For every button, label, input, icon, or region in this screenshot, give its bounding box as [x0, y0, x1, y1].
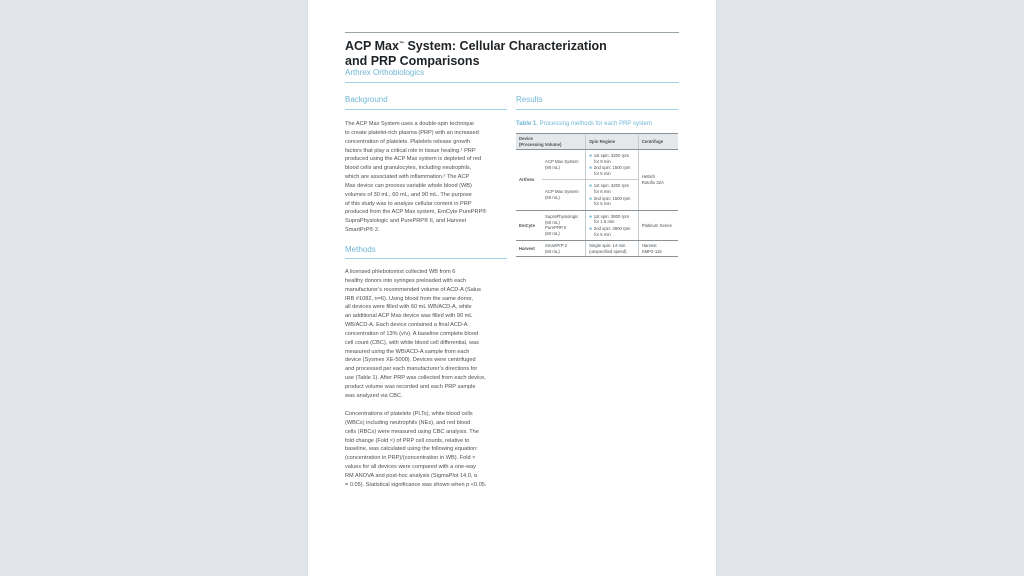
centrifuge-arthrex: Hettich Rotofix 32A: [638, 150, 678, 211]
bullet-icon: ■: [589, 225, 592, 231]
bullet-icon: ■: [589, 183, 592, 189]
table-caption: [516, 121, 652, 127]
bullet-icon: ■: [589, 165, 592, 171]
bullet-icon: ■: [589, 195, 592, 201]
system-acp-90: ACP Max System (90 mL): [542, 150, 586, 180]
spin-line: ■ 1st spin: 3800 rpm for 1.5 min: [589, 213, 630, 225]
methods-paragraph-2: Concentrations of platelets (PLTs), white blood cells (WBCs) including neutrophils (NEs), and red blood cells (RBCs) were measured using CBC analysis. The fold change (Fold ×) of PRP cell counts, relative to baseline, was calculated using the following equation: (concentration in PRP)/(concentration in WB). Fold × values for all devices were compared with a one-way RM ANOVA and post-hoc analysis (SigmaPlot 14.0, α = 0.05). Statistical significance was shown when p <0.05.: [345, 411, 487, 488]
table-header-row: [516, 134, 678, 150]
spin-line: ■ 2nd spin: 3800 rpm for 5 min: [589, 225, 631, 237]
table-label: Table 1.: [516, 121, 538, 127]
methods-paragraph-1: A licensed phlebotomist collected WB from 6 healthy donors into syringes preloaded with each manufacturer’s recommended volume of ACD-A (Salus IRB #1082, n=6). Using blood from the same donor, all devices were filled with 60 mL WB/ACD-A, while an additional ACP Max device was filled with 90 mL WB/ACD-A. Each device contained a final ACD-A concentration of 13% (v/v). A baseline complete blood cell count (CBC), with white blood cell differential, was measured using the WB/ACD-A sample from each device (Sysmex XE-5000). Devices were centrifuged and processed per each manufacturer’s directions for use (Table 1). After PRP was collected from each device, product volume was recorded and each PRP sample was analyzed via CBC.: [345, 269, 486, 399]
col-spin-regime: Spin Regime: [586, 134, 639, 150]
header-rule: [345, 82, 679, 83]
device-arthrex: Arthrex: [516, 150, 542, 211]
document-subtitle: Arthrex Orthobiologics: [345, 68, 425, 77]
table-row: [516, 210, 678, 240]
bullet-icon: ■: [589, 153, 592, 158]
document-title: [345, 37, 679, 69]
spin-line: ■ 2nd spin: 1500 rpm for 5 min: [589, 195, 631, 207]
spin-line: ■ 2nd spin: 1500 rpm for 5 min: [589, 165, 631, 176]
spin-line: ■ 1st spin: 3200 rpm for 6 min: [589, 183, 630, 194]
centrifuge-emcyte: Platinum Series: [638, 210, 678, 240]
background-paragraph: The ACP Max System uses a double-spin technique to create platelet-rich plasma (PRP) with an increased concentration of platelets. Platelets release growth factors that play a critical role in tissue healing.¹ PRP produced using the ACP Max system is depleted of red blood cells and granulocytes, including neutrophils, which are associated with inflammation.² The ACP Max device can process variable whole blood (WB) volumes of 30 mL, 60 mL, and 90 mL. The purpose of this study was to analyze cellular content in PRP produced from the ACP Max system, EmCyte PurePRP® SupraPhysiologic and PurePRP® II, and Harvest SmartPrP® 2.: [345, 121, 487, 234]
results-heading: Results: [516, 95, 543, 104]
system-harvest: SmartPrP 2 (60 mL): [542, 241, 586, 257]
methods-heading: Methods: [345, 245, 376, 254]
spin-harvest: Single spin: 14 min (unspecified speed): [586, 241, 639, 257]
centrifuge-harvest: Harvest SMP2-115: [638, 241, 678, 257]
top-rule: [345, 32, 679, 33]
background-rule: [345, 109, 507, 110]
col-centrifuge: Centrifuge: [638, 134, 678, 150]
background-heading: Background: [345, 95, 388, 104]
spin-acp-60: [586, 180, 639, 210]
spin-acp-90: [586, 150, 639, 180]
bullet-icon: ■: [589, 213, 592, 219]
spin-emcyte: [586, 210, 639, 240]
col-device: Device (Processing Volume): [516, 134, 586, 150]
results-rule: [516, 109, 678, 110]
title-main: ACP Max: [345, 39, 399, 54]
system-acp-60: ACP Max System (60 mL): [542, 180, 586, 210]
table-caption-text: Processing methods for each PRP system: [537, 121, 652, 127]
device-harvest: Harvest: [516, 241, 542, 257]
processing-methods-table: [516, 133, 678, 257]
system-emcyte: SupraPhysiologic (60 mL) PurePRP II (60 mL): [542, 210, 586, 240]
trademark-mark: ™: [398, 41, 404, 47]
title-rest: System: Cellular Characterization: [403, 39, 607, 54]
spin-line: ■ 1st spin: 3200 rpm for 9 min: [589, 153, 630, 164]
device-emcyte: EmCyte: [516, 210, 542, 240]
table-row: [516, 150, 678, 180]
table-row: [516, 241, 678, 257]
title-line2: and PRP Comparisons: [345, 54, 480, 69]
methods-rule: [345, 258, 507, 259]
